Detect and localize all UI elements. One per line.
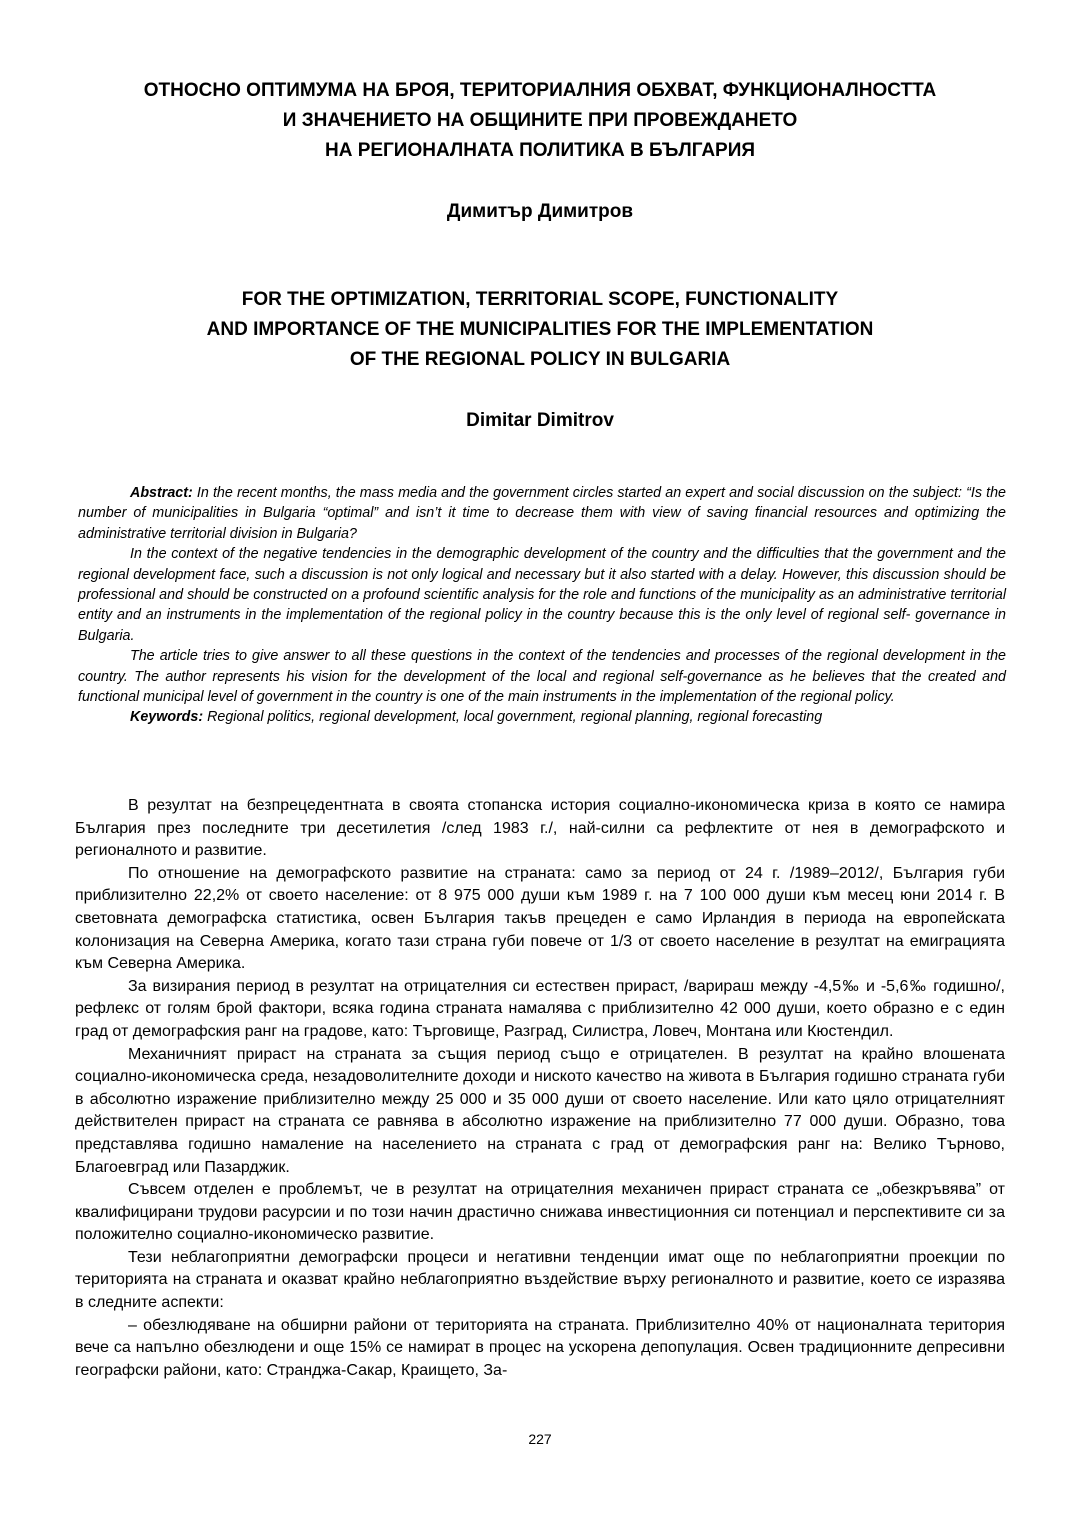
body-paragraph: Съвсем отделен е проблемът, че в резултат на отрицателния механичен прираст страната се „обезкръвява” от квалифицирани трудови расурсии и по този начин драстично снижава инвестиционния си потенциал и перспективите си за положително социално-икономическо развитие. — [75, 1181, 1005, 1244]
body-paragraph: По отношение на демографското развитие на страната: само за период от 24 г. /1989–2012/, България губи приблизително 22,2% от своето население: от 8 975 000 души към 1989 г. на 7 100 000 души към месец юни 2014 г. В световната демографска статистика, освен България такъв прецеден е само Ирландия в периода на европейската колонизация на Северна Америка, когато тази страна губи повече от 1/3 от своето население в резултат на емиграцията към Северна Америка. — [75, 864, 1005, 973]
abstract-paragraph: In the context of the negative tendencies in the demographic development of the country and the difficulties that the government and the regional development face, such a discussion is not only logical and necessary but it also started with a delay. However, this discussion should be professional and should be constructed on a profound scientific analysis for the role and functions of the municipality as an administrative territorial entity and an instruments in the implementation of the regional policy in the country because this is the only level of regional self- governance in Bulgaria. — [78, 546, 1006, 644]
title-english-line: FOR THE OPTIMIZATION, TERRITORIAL SCOPE, FUNCTIONALITY — [241, 289, 839, 310]
abstract-paragraph — [78, 483, 1006, 544]
keywords — [78, 707, 1006, 727]
abstract — [78, 483, 1006, 728]
abstract-paragraph: The article tries to give answer to all these questions in the context of the tendencies and processes of the regional development in the country. The author represents his vision for the development of the local and regional self-governance as he believes that the created and functional municipal level of government in the country is one of the main instruments in the implementation of the regional policy. — [78, 648, 1006, 706]
body-paragraph: За визирания период в резултат на отрицателния си естествен прираст, /варираш между -4,5‰ и -5,6‰ годишно/, рефлекс от голям брой фактори, всяка година страната намалява с приблизително 42 000 души, което образно е с един град от демографския ранг на градове, като: Търговище, Разград, Силистра, Ловеч, Монтана или Кюстендил. — [75, 977, 1005, 1040]
title-bulgarian — [60, 76, 1020, 166]
title-bulgarian-line: ОТНОСНО ОПТИМУМА НА БРОЯ, ТЕРИТОРИАЛНИЯ ОБХВАТ, ФУНКЦИОНАЛНОСТТА — [143, 80, 937, 101]
author-bulgarian: Димитър Димитров — [446, 201, 634, 222]
body-text — [75, 795, 1005, 1382]
keywords-text: Regional politics, regional development, local government, regional planning, regional forecasting — [203, 709, 823, 726]
author-english: Dimitar Dimitrov — [466, 410, 614, 431]
body-paragraph: Тези неблагоприятни демографски процеси и негативни тенденции имат още по неблагоприятни проекции по територията на страната и оказват крайно неблагоприятно въздействие върху регионалното и развитие, което се изразява в следните аспекти: — [75, 1248, 1005, 1312]
title-english-line: AND IMPORTANCE OF THE MUNICIPALITIES FOR THE IMPLEMENTATION — [206, 319, 874, 340]
title-bulgarian-line: НА РЕГИОНАЛНАТА ПОЛИТИКА В БЪЛГАРИЯ — [324, 140, 756, 161]
page-number: 227 — [528, 1431, 552, 1447]
title-english — [60, 285, 1020, 375]
body-paragraph: – обезлюдяване на обширни райони от територията на страната. Приблизително 40% от националната територия вече са напълно обезлюдени и още 15% се намират в процес на ускорена депопулация. Освен традиционните депресивни географски райони, като: Странджа-Сакар, Краището, За- — [75, 1316, 1005, 1379]
body-paragraph: Механичният прираст на страната за същия период също е отрицателен. В резултат на крайно влошената социално-икономическа среда, незадоволителните доходи и ниското качество на живота в България годишно страната губи в абсолютно изражение приблизително между 25 000 и 35 000 души от своето население. Или като цяло отрицателният действителен прираст на страната се равнява в абсолютно изражение на приблизително 77 000 души. Образно, това представлява годишно намаление на населението на страната с град от демографския ранг на: Велико Търново, Благоевград или Пазарджик. — [75, 1045, 1005, 1176]
abstract-text: In the recent months, the mass media and the government circles started an expert and social discussion on the subject: “Is the number of municipalities in Bulgaria “optimal” and isn’t it time to decrease them with view of saving financial resources and optimizing the administrative territorial division in Bulgaria? — [78, 485, 1006, 542]
abstract-label: Abstract: — [130, 485, 193, 501]
keywords-label: Keywords: — [130, 709, 204, 726]
title-english-line: OF THE REGIONAL POLICY IN BULGARIA — [349, 349, 731, 370]
title-bulgarian-line: И ЗНАЧЕНИЕТО НА ОБЩИНИТЕ ПРИ ПРОВЕЖДАНЕТО — [282, 110, 798, 131]
body-paragraph: В резултат на безпрецедентната в своята стопанска история социално-икономическа криза в която се намира България през последните три десетилетия /след 1983 г./, най-силни са рефлектите от нея в демографското и регионалното и развитие. — [75, 797, 1005, 860]
